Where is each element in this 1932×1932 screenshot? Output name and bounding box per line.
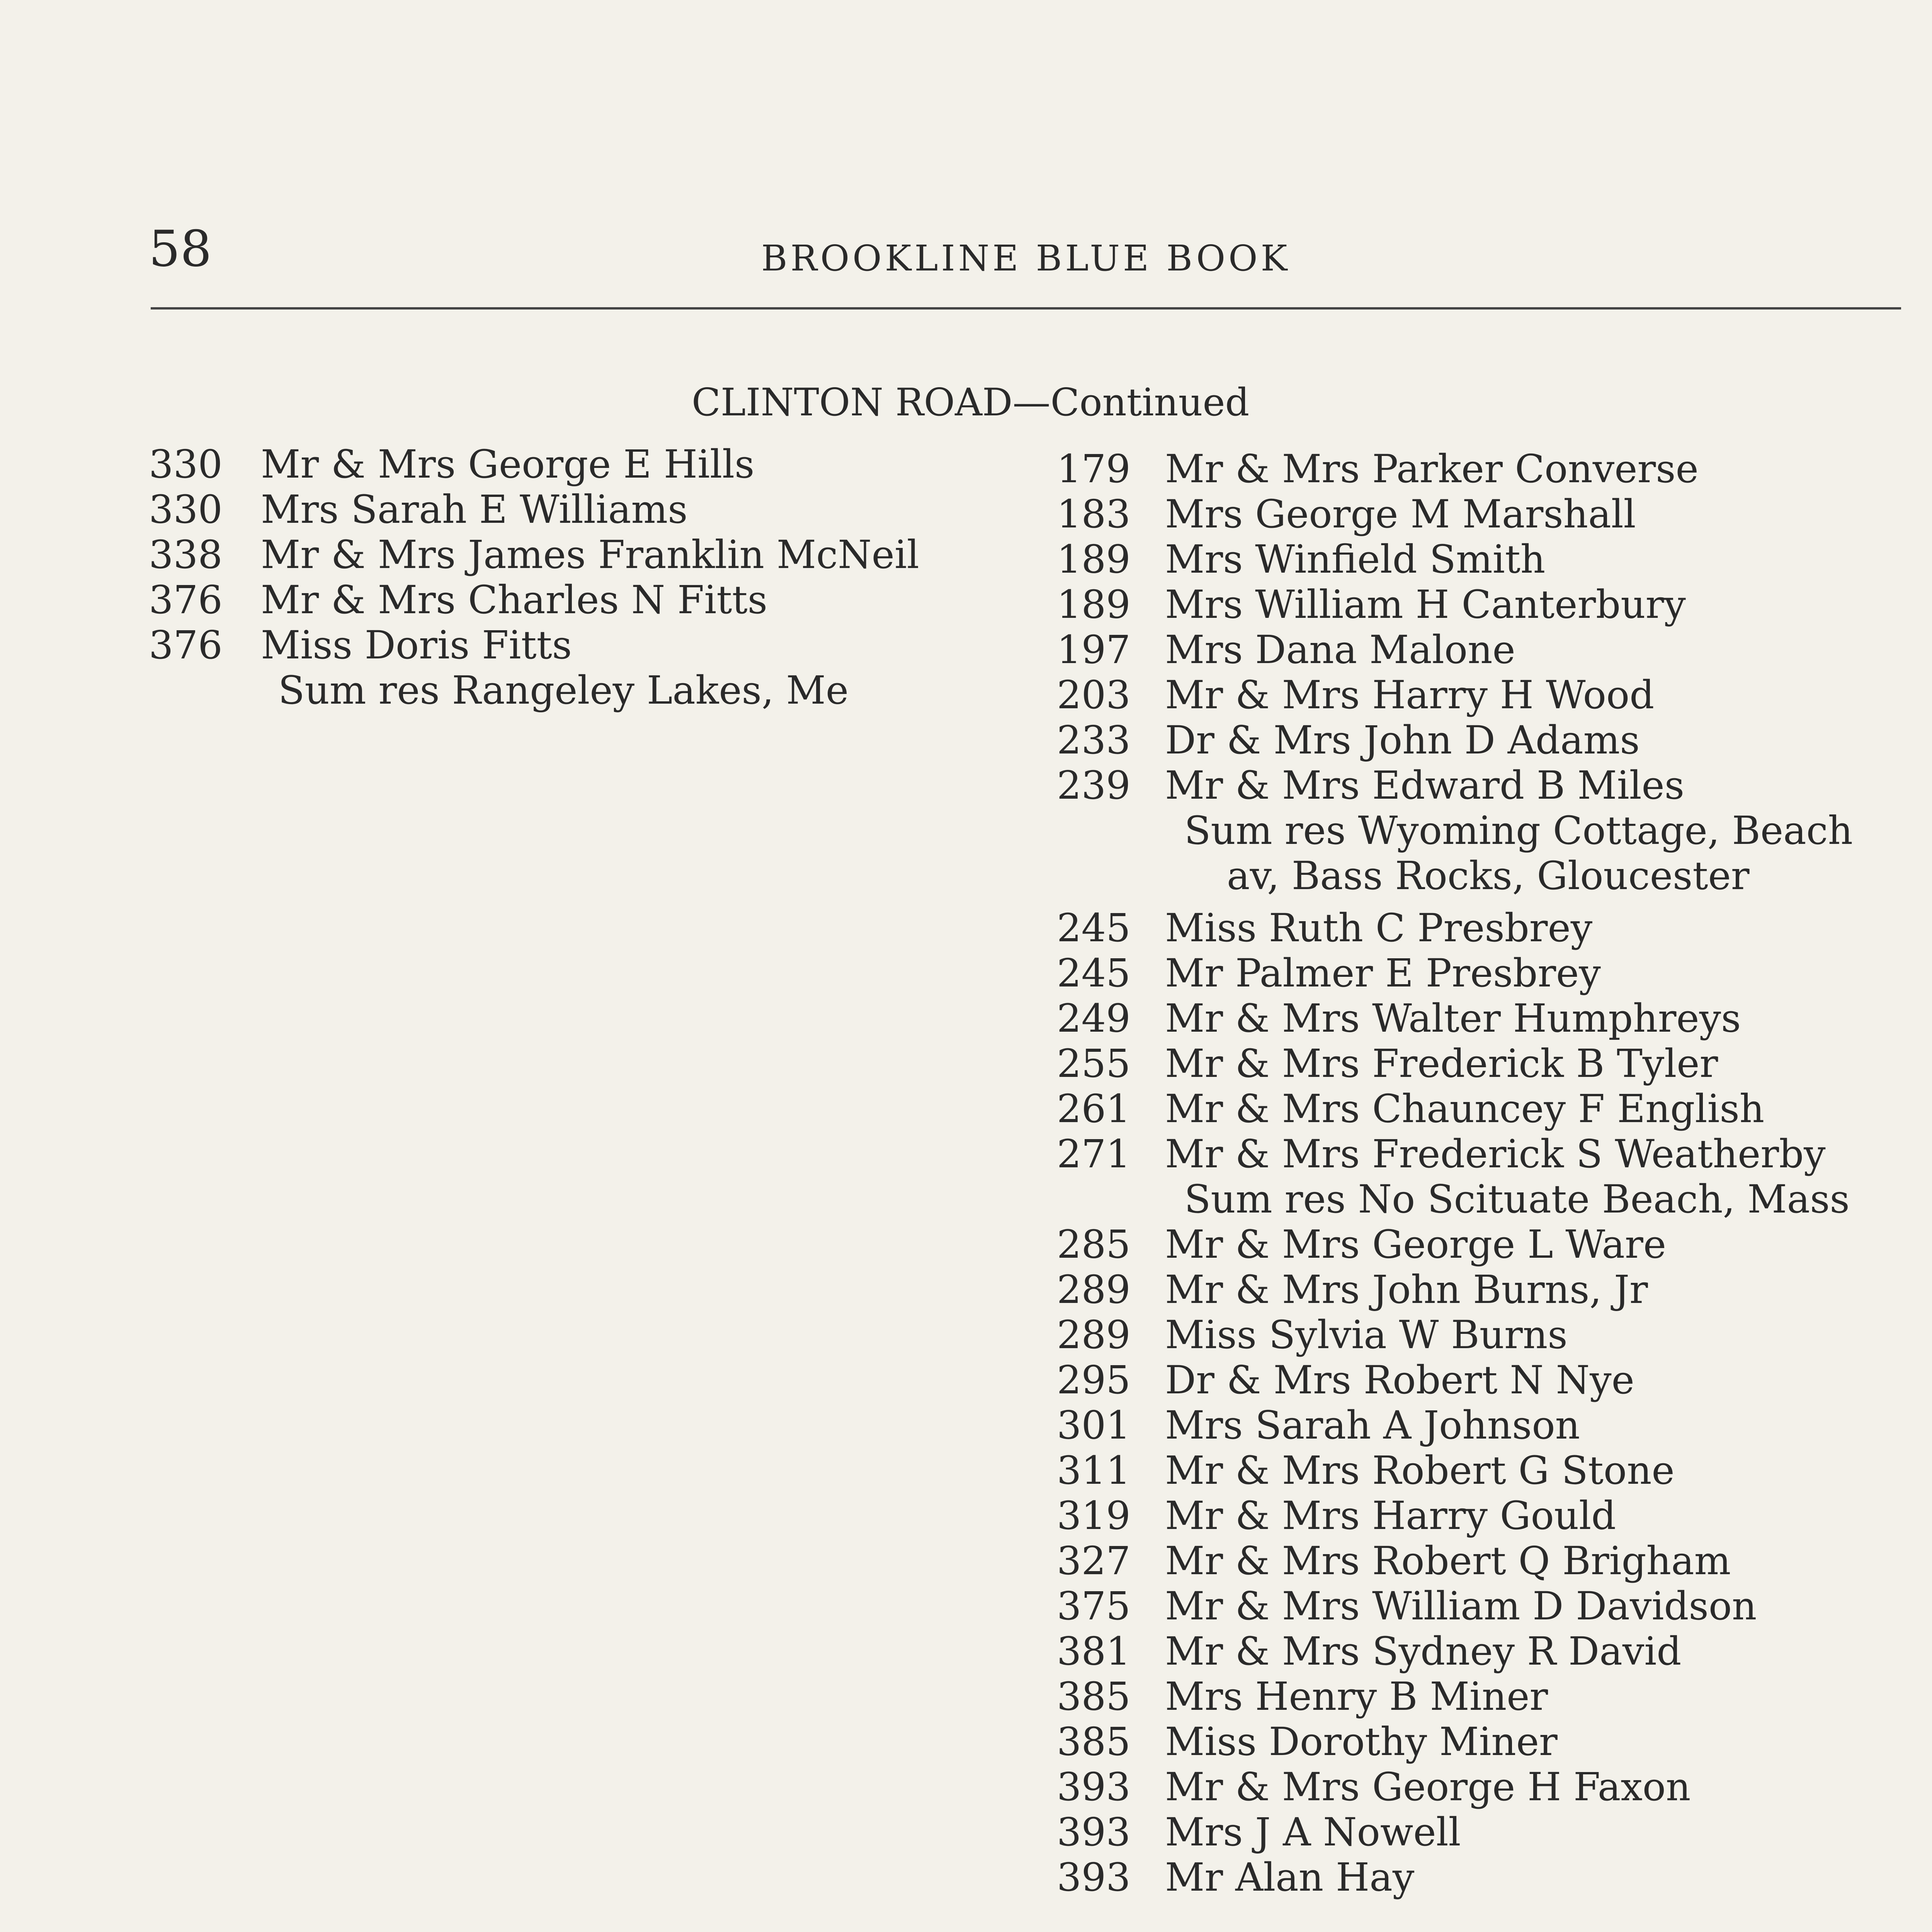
clinton-right-list (1057, 905, 1932, 1177)
resident-name: Mr & Mrs Charles N Fitts (261, 577, 768, 622)
directory-entry (1057, 763, 1932, 808)
directory-entry (149, 622, 1076, 668)
directory-entry (1057, 672, 1932, 718)
directory-entry (1057, 1131, 1932, 1177)
directory-entry (1057, 1403, 1932, 1448)
resident-name: Mr & Mrs James Franklin McNeil (261, 532, 919, 577)
directory-entry (1057, 1267, 1932, 1312)
directory-entry (1057, 1041, 1932, 1086)
directory-entry (1057, 1357, 1932, 1403)
house-number: 376 (149, 577, 223, 622)
clinton-right-list (1057, 1222, 1932, 1900)
directory-entry (149, 532, 1076, 577)
directory-entry (149, 442, 1076, 487)
directory-entry (1057, 1448, 1932, 1493)
house-number: 189 (1057, 582, 1131, 627)
resident-name: Mr & Mrs Frederick B Tyler (1165, 1041, 1718, 1086)
house-number: 385 (1057, 1674, 1131, 1719)
clinton-right-column (1057, 446, 1932, 1900)
summer-residence-note: Sum res No Scituate Beach, Mass (1184, 1177, 1850, 1222)
directory-entry (1057, 996, 1932, 1041)
resident-name: Mrs Winfield Smith (1165, 537, 1546, 582)
clinton-left-list (149, 442, 1076, 668)
directory-entry (1057, 1538, 1932, 1583)
house-number: 189 (1057, 537, 1131, 582)
house-number: 255 (1057, 1041, 1131, 1086)
resident-name: Mrs J A Nowell (1165, 1810, 1461, 1855)
house-number: 327 (1057, 1538, 1131, 1583)
resident-name: Mrs Dana Malone (1165, 627, 1515, 672)
house-number: 249 (1057, 996, 1131, 1041)
house-number: 330 (149, 442, 223, 487)
house-number: 330 (149, 487, 223, 532)
header-rule (151, 307, 1901, 310)
house-number: 289 (1057, 1267, 1131, 1312)
directory-entry (1057, 718, 1932, 763)
house-number: 376 (149, 622, 223, 668)
clinton-left-column (149, 442, 1076, 713)
house-number: 393 (1057, 1855, 1131, 1900)
house-number: 179 (1057, 446, 1131, 492)
directory-entry (1057, 1583, 1932, 1629)
summer-residence-note: Sum res Rangeley Lakes, Me (278, 668, 849, 713)
clinton-right-list (1057, 446, 1932, 808)
directory-entry (1057, 1764, 1932, 1810)
resident-name: Mr & Mrs Frederick S Weatherby (1165, 1131, 1826, 1177)
house-number: 271 (1057, 1131, 1131, 1177)
resident-name: Mr & Mrs Robert Q Brigham (1165, 1538, 1731, 1583)
directory-entry (149, 577, 1076, 622)
house-number: 285 (1057, 1222, 1131, 1267)
directory-entry (1057, 1674, 1932, 1719)
directory-entry (1057, 1855, 1932, 1900)
house-number: 301 (1057, 1403, 1131, 1448)
resident-name: Mrs Henry B Miner (1165, 1674, 1548, 1719)
directory-entry (1057, 627, 1932, 672)
summer-residence-note: av, Bass Rocks, Gloucester (1227, 853, 1750, 898)
directory-entry (1057, 582, 1932, 627)
summer-residence-note: Sum res Wyoming Cottage, Beach (1184, 808, 1853, 853)
directory-entry (1057, 537, 1932, 582)
resident-name: Mr & Mrs Walter Humphreys (1165, 996, 1741, 1041)
house-number: 183 (1057, 492, 1131, 537)
resident-name: Mr & Mrs William D Davidson (1165, 1583, 1757, 1629)
clinton-road-heading: CLINTON ROAD—Continued (692, 381, 1250, 425)
directory-entry (1057, 1629, 1932, 1674)
directory-entry (1057, 1810, 1932, 1855)
directory-entry (1057, 1312, 1932, 1357)
house-number: 393 (1057, 1810, 1131, 1855)
directory-entry (149, 487, 1076, 532)
resident-name: Mr & Mrs George L Ware (1165, 1222, 1667, 1267)
directory-entry (1057, 951, 1932, 996)
house-number: 233 (1057, 718, 1131, 763)
directory-entry (1057, 1719, 1932, 1764)
resident-name: Mrs Sarah A Johnson (1165, 1403, 1580, 1448)
resident-name: Miss Ruth C Presbrey (1165, 905, 1593, 951)
resident-name: Mr & Mrs John Burns, Jr (1165, 1267, 1648, 1312)
page-number: 58 (149, 220, 212, 278)
house-number: 295 (1057, 1357, 1131, 1403)
resident-name: Mr & Mrs Edward B Miles (1165, 763, 1685, 808)
resident-name: Mrs William H Canterbury (1165, 582, 1686, 627)
house-number: 261 (1057, 1086, 1131, 1131)
house-number: 239 (1057, 763, 1131, 808)
house-number: 245 (1057, 951, 1131, 996)
directory-entry (1057, 1493, 1932, 1538)
resident-name: Mrs George M Marshall (1165, 492, 1636, 537)
house-number: 319 (1057, 1493, 1131, 1538)
directory-entry (1057, 492, 1932, 537)
resident-name: Mr & Mrs Chauncey F English (1165, 1086, 1765, 1131)
directory-entry (1057, 1222, 1932, 1267)
resident-name: Miss Sylvia W Burns (1165, 1312, 1568, 1357)
house-number: 245 (1057, 905, 1131, 951)
house-number: 381 (1057, 1629, 1131, 1674)
resident-name: Mr & Mrs Robert G Stone (1165, 1448, 1675, 1493)
resident-name: Miss Doris Fitts (261, 622, 572, 668)
resident-name: Dr & Mrs John D Adams (1165, 718, 1640, 763)
house-number: 311 (1057, 1448, 1131, 1493)
resident-name: Mrs Sarah E Williams (261, 487, 688, 532)
house-number: 197 (1057, 627, 1131, 672)
resident-name: Mr & Mrs Harry H Wood (1165, 672, 1655, 718)
directory-entry (1057, 1086, 1932, 1131)
resident-name: Mr Alan Hay (1165, 1855, 1415, 1900)
resident-name: Dr & Mrs Robert N Nye (1165, 1357, 1634, 1403)
directory-entry (1057, 446, 1932, 492)
house-number: 375 (1057, 1583, 1131, 1629)
directory-entry (1057, 905, 1932, 951)
house-number: 393 (1057, 1764, 1131, 1810)
resident-name: Miss Dorothy Miner (1165, 1719, 1558, 1764)
house-number: 338 (149, 532, 223, 577)
resident-name: Mr & Mrs Harry Gould (1165, 1493, 1616, 1538)
resident-name: Mr Palmer E Presbrey (1165, 951, 1601, 996)
house-number: 289 (1057, 1312, 1131, 1357)
resident-name: Mr & Mrs George E Hills (261, 442, 755, 487)
house-number: 385 (1057, 1719, 1131, 1764)
resident-name: Mr & Mrs Parker Converse (1165, 446, 1699, 492)
house-number: 203 (1057, 672, 1131, 718)
resident-name: Mr & Mrs George H Faxon (1165, 1764, 1691, 1810)
running-title: BROOKLINE BLUE BOOK (761, 238, 1291, 279)
resident-name: Mr & Mrs Sydney R David (1165, 1629, 1682, 1674)
